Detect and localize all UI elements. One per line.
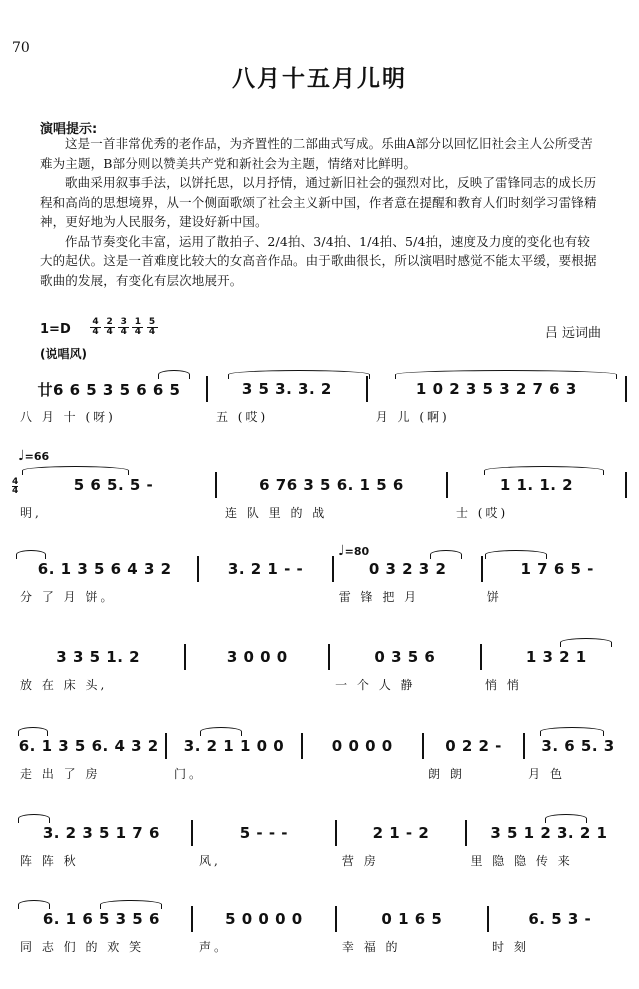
measure: 3 5 1 2 3. 2 1 xyxy=(490,824,608,842)
lyric: 八 月 十 (呀) xyxy=(20,410,116,424)
measure: 0 3 2 3 2 xyxy=(368,560,447,578)
performance-style: (说唱风) xyxy=(40,347,87,361)
tips-heading: 演唱提示: xyxy=(40,122,98,137)
measure: 6 76 3 5 6. 1 5 6 xyxy=(259,476,404,494)
lyric: 一 个 人 静 xyxy=(335,678,416,692)
lyrics-line xyxy=(14,504,629,522)
notes-line xyxy=(14,906,629,932)
barline xyxy=(625,376,627,402)
lyrics-line xyxy=(14,408,629,426)
slur xyxy=(16,550,46,559)
slur xyxy=(200,727,242,736)
slur xyxy=(545,814,587,823)
notes-line xyxy=(14,472,629,498)
lyric xyxy=(302,765,422,783)
slur xyxy=(228,370,370,379)
performance-tips xyxy=(40,134,600,290)
measure: 3. 2 1 - - xyxy=(227,560,304,578)
tips-paragraph-3: 作品节奏变化丰富，运用了散拍子、2/4拍、3/4拍、1/4拍、5/4拍，速度及力度的变化也有较大的起伏。这是一首难度比较大的女高音作品。由于歌曲很长，所以演唱时感觉不能太平缓，要根据歌曲的发展，有变化有层次地展开。 xyxy=(40,233,597,288)
meter: $\frac{5}{4}$ xyxy=(147,318,158,337)
tips-paragraph-1: 这是一首非常优秀的老作品，为齐置性的二部曲式写成。乐曲A部分以回忆旧社会主人公所受苦难为主题，B部分则以赞美共产党和新社会为主题，情绪对比鲜明。 xyxy=(40,136,593,171)
score-row-2 xyxy=(0,472,639,532)
barline xyxy=(206,376,208,402)
barline xyxy=(480,644,482,670)
lyric: 五 (哎) xyxy=(215,410,269,424)
barline xyxy=(215,472,217,498)
lyric xyxy=(187,676,329,694)
lyric: 分 了 月 饼。 xyxy=(20,590,116,604)
notes-line xyxy=(14,376,629,402)
barline xyxy=(625,472,627,498)
measure: 6. 1 3 5 6 4 3 2 xyxy=(37,560,172,578)
composer-credit: 吕 远词曲 xyxy=(544,326,601,341)
lyric xyxy=(200,588,333,606)
measure: 3 0 0 0 xyxy=(226,648,288,666)
barline xyxy=(197,556,199,582)
score-row-1 xyxy=(0,376,639,436)
measure: 1 3 2 1 xyxy=(525,648,587,666)
time-signature: 4 4 xyxy=(12,477,19,496)
song-title: 八月十五月儿明 xyxy=(232,66,407,92)
lyric: 营 房 xyxy=(341,854,379,868)
lyric: 同 志 们 的 欢 笑 xyxy=(20,940,145,954)
slur xyxy=(395,370,617,379)
score-row-5 xyxy=(0,733,639,793)
slur xyxy=(22,466,129,475)
measure: 3 3 5 1. 2 xyxy=(56,648,141,666)
lyrics-line xyxy=(14,765,629,783)
barline xyxy=(481,556,483,582)
measure: 0 3 5 6 xyxy=(374,648,436,666)
lyric: 饼 xyxy=(486,590,502,604)
measure: 2 1 - 2 xyxy=(372,824,430,842)
lyric: 月 色 xyxy=(528,767,565,781)
barline xyxy=(523,733,525,759)
measure: 廿6 6 5 3 5 6 6 5 xyxy=(37,380,181,399)
notes-line xyxy=(14,644,629,670)
lyric: 月 儿 (啊) xyxy=(375,410,450,424)
score-row-3 xyxy=(0,556,639,616)
measure: 1 7 6 5 - xyxy=(520,560,594,578)
lyric: 声。 xyxy=(198,940,229,954)
barline xyxy=(422,733,424,759)
barline xyxy=(335,906,337,932)
lyric: 阵 阵 秋 xyxy=(20,854,79,868)
barline xyxy=(446,472,448,498)
measure: 6. 5 3 - xyxy=(528,910,592,928)
barline xyxy=(191,820,193,846)
measure: 6. 1 3 5 6. 4 3 2 xyxy=(18,737,159,755)
meter: $\frac{3}{4}$ xyxy=(118,318,129,337)
barline xyxy=(328,644,330,670)
lyrics-line xyxy=(14,588,629,606)
barline xyxy=(184,644,186,670)
barline xyxy=(301,733,303,759)
lyric: 悄 悄 xyxy=(485,678,522,692)
barline xyxy=(366,376,368,402)
lyric: 门。 xyxy=(173,767,204,781)
lyric: 朗 朗 xyxy=(428,767,465,781)
slur xyxy=(158,370,190,379)
key-signature: 1=D xyxy=(40,322,71,337)
score-row-6 xyxy=(0,820,639,880)
slur xyxy=(430,550,462,559)
lyric: 时 刻 xyxy=(492,940,529,954)
lyric: 走 出 了 房 xyxy=(20,767,101,781)
meter: $\frac{4}{4}$ xyxy=(90,318,101,337)
measure: 1 0 2 3 5 3 2 7 6 3 xyxy=(415,380,577,398)
lyric: 明, xyxy=(20,506,42,520)
lyric: 放 在 床 头, xyxy=(20,678,108,692)
tempo-marking-1: ♩=66 xyxy=(18,448,50,464)
measure: 3. 2 1 1 0 0 xyxy=(183,737,285,755)
measure: 1 1. 1. 2 xyxy=(499,476,574,494)
score-row-4 xyxy=(0,644,639,704)
measure: 0 1 6 5 xyxy=(381,910,443,928)
measure: 0 2 2 - xyxy=(445,737,502,755)
measure: 5 6 5. 5 - xyxy=(73,476,154,494)
meter: $\frac{1}{4}$ xyxy=(132,318,143,337)
meter-list xyxy=(90,318,158,337)
barline xyxy=(165,733,167,759)
measure: 6. 1 6 5 3 5 6 xyxy=(42,910,160,928)
lyric: 里 隐 隐 传 来 xyxy=(470,854,573,868)
measure: 5 0 0 0 0 xyxy=(225,910,303,928)
quarter-note-icon: ♩ xyxy=(338,543,345,559)
page-number: 70 xyxy=(12,40,30,56)
slur xyxy=(18,814,50,823)
lyric: 幸 福 的 xyxy=(341,940,401,954)
measure: 5 - - - xyxy=(239,824,289,842)
lyrics-line xyxy=(14,938,629,956)
slur xyxy=(100,900,162,909)
measure: 3 5 3. 3. 2 xyxy=(241,380,332,398)
barline xyxy=(487,906,489,932)
lyric: 连 队 里 的 战 xyxy=(225,506,328,520)
barline xyxy=(191,906,193,932)
slur xyxy=(485,550,547,559)
notes-line xyxy=(14,556,629,582)
slur xyxy=(560,638,612,647)
lyric: 雷 锋 把 月 xyxy=(338,590,420,604)
notes-line xyxy=(14,820,629,846)
barline xyxy=(465,820,467,846)
lyric: 士 (哎) xyxy=(455,506,509,520)
measure: 0 0 0 0 xyxy=(331,737,393,755)
barline xyxy=(335,820,337,846)
slur xyxy=(18,727,48,736)
score-row-7 xyxy=(0,906,639,966)
lyrics-line xyxy=(14,852,629,870)
slur xyxy=(484,466,604,475)
measure: 3. 2 3 5 1 7 6 xyxy=(42,824,160,842)
lyrics-line xyxy=(14,676,629,694)
measure: 3. 6 5. 3 xyxy=(541,737,615,755)
quarter-note-icon: ♩ xyxy=(18,448,25,464)
notes-line xyxy=(14,733,629,759)
barline xyxy=(332,556,334,582)
tempo-marking-2: ♩=80 xyxy=(338,543,370,559)
lyric: 风, xyxy=(198,854,221,868)
slur xyxy=(540,727,604,736)
meter: $\frac{2}{4}$ xyxy=(104,318,115,337)
slur xyxy=(18,900,50,909)
tips-paragraph-2: 歌曲采用叙事手法，以饼托思，以月抒情，通过新旧社会的强烈对比，反映了雷锋同志的成长历程和高尚的思想境界，从一个侧面歌颂了社会主义新中国，作者意在提醒和教育人们时刻学习雷锋精神，更好地为人民服务，建设好新中国。 xyxy=(40,175,597,229)
